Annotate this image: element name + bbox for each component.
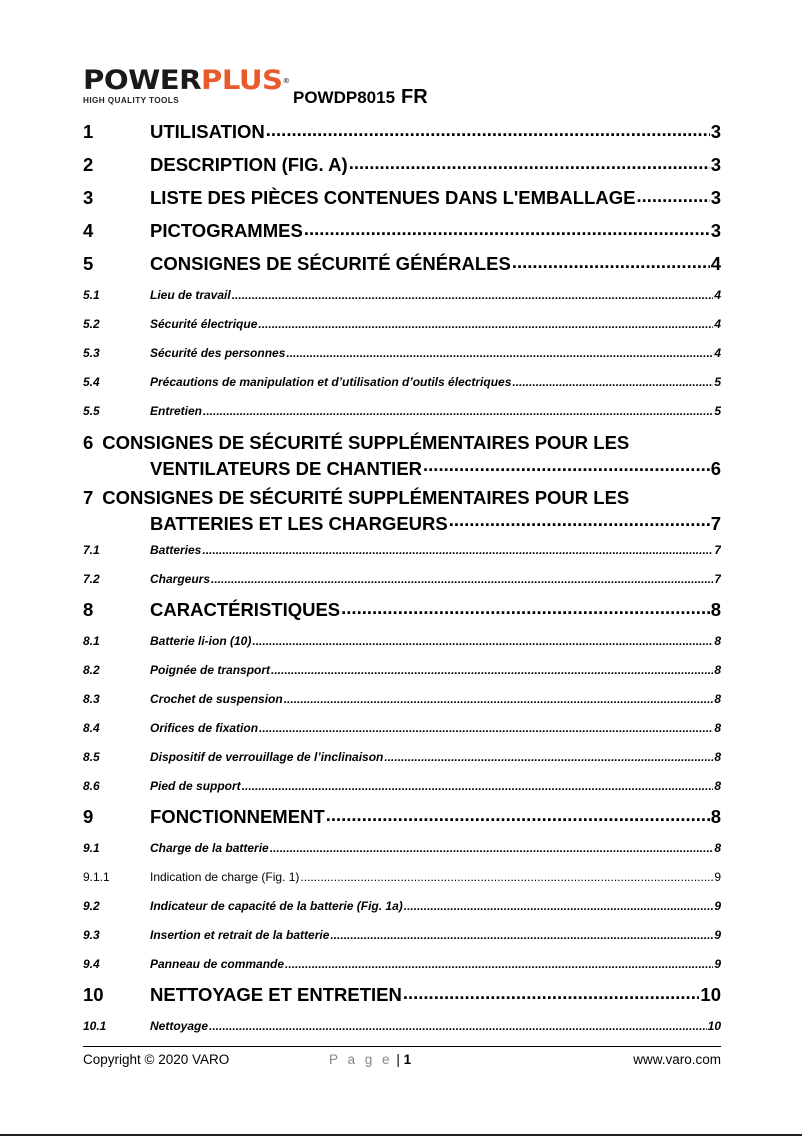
toc-entry[interactable]	[83, 564, 721, 593]
toc-number: 9.1	[83, 840, 100, 855]
dot-leader	[341, 597, 710, 626]
toc-title-continued: VENTILATEURS DE CHANTIER	[150, 458, 423, 479]
toc-number: 7	[83, 487, 94, 508]
dot-leader	[202, 543, 713, 557]
page-indicator	[329, 1052, 411, 1067]
toc-title: CONSIGNES DE SÉCURITÉ SUPPLÉMENTAIRES POUR LES	[102, 487, 630, 508]
toc-page: 7	[710, 513, 721, 534]
toc-title: Crochet de suspension	[150, 691, 283, 706]
toc-page: 7	[714, 571, 721, 586]
dot-leader	[286, 346, 713, 360]
toc-title: Charge de la batterie	[150, 840, 269, 855]
toc-title: Batterie li-ion (10)	[150, 633, 252, 648]
logo-tagline: HIGH QUALITY TOOLS	[83, 96, 180, 105]
toc-page: 8	[710, 598, 721, 620]
toc-page: 8	[714, 662, 721, 677]
toc-page: 8	[710, 805, 721, 827]
page-label: P a g e	[329, 1052, 393, 1067]
toc-entry[interactable]	[83, 425, 721, 480]
toc-number: 5.3	[83, 345, 100, 360]
dot-leader	[285, 957, 713, 971]
toc-title: Dispositif de verrouillage de l’inclinaison	[150, 749, 384, 764]
toc-title: Pied de support	[150, 778, 241, 793]
toc-page: 6	[710, 458, 721, 479]
toc-number: 9.2	[83, 898, 100, 913]
model-heading	[293, 86, 428, 109]
toc-number: 8	[83, 598, 94, 620]
toc-number: 9	[83, 805, 94, 827]
toc-entry[interactable]	[83, 891, 721, 920]
toc-page: 9	[714, 869, 721, 884]
toc-title: NETTOYAGE ET ENTRETIEN	[150, 983, 402, 1005]
toc-title: Panneau de commande	[150, 956, 285, 971]
toc-number: 5.1	[83, 287, 100, 302]
toc-entry[interactable]	[83, 862, 721, 891]
toc-page: 4	[710, 252, 721, 274]
toc-title: Lieu de travail	[150, 287, 231, 302]
logo-text-power: POWER	[83, 65, 202, 96]
toc-entry[interactable]	[83, 148, 721, 181]
toc-title: Chargeurs	[150, 571, 211, 586]
toc-entry[interactable]	[83, 833, 721, 862]
toc-entry[interactable]	[83, 247, 721, 280]
dot-leader	[252, 634, 713, 648]
dot-leader	[270, 841, 714, 855]
toc-page: 7	[714, 542, 721, 557]
toc-number: 8.4	[83, 720, 100, 735]
website-link[interactable]: www.varo.com	[633, 1052, 721, 1067]
dot-leader	[209, 1019, 707, 1033]
toc-entry[interactable]	[83, 800, 721, 833]
toc-page: 4	[714, 345, 721, 360]
toc-page: 3	[710, 219, 721, 241]
dot-leader	[271, 663, 713, 677]
toc-title: FONCTIONNEMENT	[150, 805, 325, 827]
page-number: 1	[403, 1052, 412, 1067]
page-header	[83, 66, 723, 111]
dot-leader	[512, 251, 710, 280]
toc-number: 8.6	[83, 778, 100, 793]
toc-page: 3	[710, 120, 721, 142]
toc-page: 8	[714, 749, 721, 764]
toc-title: CONSIGNES DE SÉCURITÉ GÉNÉRALES	[150, 252, 511, 274]
toc-number: 4	[83, 219, 94, 241]
toc-entry[interactable]	[83, 535, 721, 564]
toc-title: Insertion et retrait de la batterie	[150, 927, 330, 942]
toc-number: 9.3	[83, 927, 100, 942]
toc-number: 8.1	[83, 633, 100, 648]
toc-title: Indication de charge (Fig. 1)	[150, 869, 300, 884]
toc-page: 10	[707, 1018, 721, 1033]
dot-leader	[326, 804, 710, 833]
toc-entry[interactable]	[83, 115, 721, 148]
toc-page: 8	[714, 691, 721, 706]
dot-leader	[203, 404, 713, 418]
model-number: POWDP8015	[293, 88, 396, 107]
toc-entry[interactable]	[83, 949, 721, 978]
dot-leader	[266, 119, 710, 148]
dot-leader	[512, 375, 713, 389]
toc-number: 8.3	[83, 691, 100, 706]
toc-number: 7.1	[83, 542, 100, 557]
dot-leader	[636, 185, 709, 214]
dot-leader	[403, 982, 700, 1011]
toc-page: 8	[714, 720, 721, 735]
dot-leader	[258, 317, 713, 331]
toc-page: 3	[710, 186, 721, 208]
dot-leader	[300, 870, 713, 884]
toc-entry[interactable]	[83, 181, 721, 214]
dot-leader	[242, 779, 714, 793]
toc-entry[interactable]	[83, 480, 721, 535]
toc-number: 7.2	[83, 571, 100, 586]
toc-title: UTILISATION	[150, 120, 265, 142]
toc-entry[interactable]	[83, 920, 721, 949]
toc-number: 2	[83, 153, 94, 175]
toc-entry[interactable]	[83, 626, 721, 655]
toc-entry[interactable]	[83, 593, 721, 626]
copyright: Copyright © 2020 VARO	[83, 1052, 230, 1067]
toc-number: 10	[83, 983, 104, 1005]
toc-title: Indicateur de capacité de la batterie (Fig. 1a)	[150, 898, 403, 913]
dot-leader	[304, 218, 710, 247]
dot-leader	[330, 928, 713, 942]
toc-page: 5	[714, 374, 721, 389]
dot-leader	[284, 692, 714, 706]
toc-number: 3	[83, 186, 94, 208]
toc-title: PICTOGRAMMES	[150, 219, 303, 241]
toc-entry[interactable]	[83, 1011, 721, 1040]
toc-entry[interactable]	[83, 396, 721, 425]
toc-title: DESCRIPTION (FIG. A)	[150, 153, 348, 175]
page-footer	[83, 1052, 721, 1072]
dot-leader	[259, 721, 713, 735]
toc-title: Orifices de fixation	[150, 720, 259, 735]
toc-entry[interactable]	[83, 713, 721, 742]
footer-divider	[83, 1046, 721, 1047]
toc-title: Sécurité électrique	[150, 316, 258, 331]
dot-leader	[384, 750, 713, 764]
toc-number: 9.1.1	[83, 869, 110, 884]
toc-entry[interactable]	[83, 280, 721, 309]
toc-title: Sécurité des personnes	[150, 345, 286, 360]
toc-entry[interactable]	[83, 742, 721, 771]
dot-leader	[211, 572, 713, 586]
toc-title: Poignée de transport	[150, 662, 271, 677]
toc-entry[interactable]	[83, 655, 721, 684]
toc-page: 8	[714, 840, 721, 855]
toc-number: 5.5	[83, 403, 100, 418]
toc-entry[interactable]	[83, 771, 721, 800]
dot-leader	[232, 288, 714, 302]
toc-title: CONSIGNES DE SÉCURITÉ SUPPLÉMENTAIRES POUR LES	[102, 432, 630, 453]
toc-number: 8.2	[83, 662, 100, 677]
toc-title: Précautions de manipulation et d’utilisation d’outils électriques	[150, 374, 512, 389]
toc-entry[interactable]	[83, 214, 721, 247]
table-of-contents	[83, 115, 721, 1040]
toc-title: LISTE DES PIÈCES CONTENUES DANS L'EMBALLAGE	[150, 186, 636, 208]
dot-leader	[423, 454, 710, 480]
toc-title-continued: BATTERIES ET LES CHARGEURS	[150, 513, 448, 534]
dot-leader	[349, 152, 710, 181]
toc-number: 10.1	[83, 1018, 107, 1033]
toc-number: 6	[83, 432, 94, 453]
toc-title: CARACTÉRISTIQUES	[150, 598, 341, 620]
toc-page: 9	[714, 956, 721, 971]
toc-entry[interactable]	[83, 684, 721, 713]
logo-text-plus: PLUS	[201, 65, 283, 96]
toc-page: 8	[714, 778, 721, 793]
toc-page: 4	[714, 316, 721, 331]
toc-number: 8.5	[83, 749, 100, 764]
powerplus-logo	[83, 65, 290, 105]
toc-entry[interactable]	[83, 338, 721, 367]
toc-page: 4	[714, 287, 721, 302]
dot-leader	[404, 899, 714, 913]
toc-entry[interactable]	[83, 309, 721, 338]
language-code: FR	[401, 86, 428, 108]
dot-leader	[449, 509, 710, 535]
toc-title: Batteries	[150, 542, 202, 557]
page-separator: |	[396, 1052, 400, 1067]
toc-page: 9	[714, 927, 721, 942]
toc-number: 1	[83, 120, 94, 142]
toc-page: 8	[714, 633, 721, 648]
toc-page: 10	[700, 983, 721, 1005]
toc-entry[interactable]	[83, 367, 721, 396]
toc-title: Nettoyage	[150, 1018, 209, 1033]
toc-page: 5	[714, 403, 721, 418]
toc-title: Entretien	[150, 403, 203, 418]
toc-page: 9	[714, 898, 721, 913]
toc-number: 5	[83, 252, 94, 274]
toc-number: 9.4	[83, 956, 100, 971]
toc-page: 3	[710, 153, 721, 175]
toc-entry[interactable]	[83, 978, 721, 1011]
logo-registered: ®	[282, 77, 290, 85]
toc-number: 5.2	[83, 316, 100, 331]
toc-number: 5.4	[83, 374, 100, 389]
